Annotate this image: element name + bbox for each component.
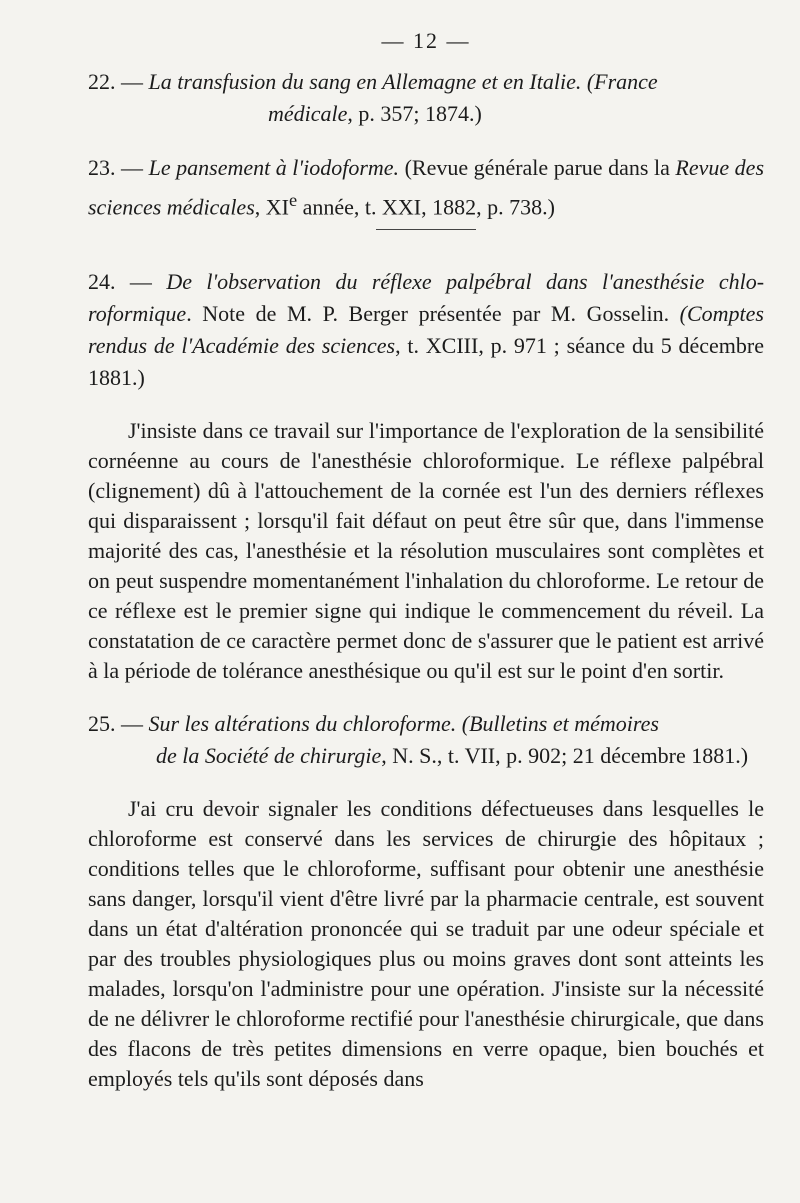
entry-number: 23. <box>88 155 116 180</box>
entry-source-journal: Revue des sciences médicales <box>88 155 765 220</box>
entry-source-journal: (Bulletins et mémoires <box>461 711 659 737</box>
entry-source-volume: , XI <box>254 194 289 220</box>
entry-session: séance du 5 décembre 1881.) <box>88 333 765 391</box>
entry-25-paragraph: J'ai cru devoir signaler les conditions défectueuses dans lesquelles le chloroforme est conservé dans les services de chirurgie des hôpitaux ; conditions telles que le chloroforme, suffisant pour obtenir une anesthésie sans danger, lorsqu'il vient d'être livré par la pharmacie centrale, est souvent dans un état d'altération prononcée qui se traduit par une odeur spéciale et par des troubles physiologiques plus ou moins graves dont sont atteints les malades, lorsqu'on l'administre pour une opération. J'insiste sur la nécessité de ne délivrer le chloroforme rectifié pour l'anesthésie chirurgicale, que dans des flacons de très petites dimensions en verre opaque, bien bouchés et employés tels qu'ils sont déposés dans <box>88 796 764 1092</box>
entry-number: 24. <box>88 269 116 295</box>
entry-24-paragraph: J'insiste dans ce travail sur l'importance de l'exploration de la sensibilité cornéenne au cours de l'anesthésie chloroformique. Le réflexe palpébral (clignement) dû à l'attouchement de la cornée est l'un des derniers réflexes qui disparaissent ; lorsqu'il fait défaut on peut être sûr que, dans l'immense majorité des cas, l'anesthésie et la résolution musculaires sont complètes et on peut suspendre momentanément l'inhalation du chloroforme. Le retour de ce réflexe est le premier signe qui indique le commencement du réveil. La constatation de ce caractère permet donc de s'assurer que le patient est arrivé à la période de tolérance anesthésique ou qu'il est sur le point d'en sortir. <box>88 418 764 684</box>
entry-source-journal: médicale <box>268 101 348 126</box>
bibliography-entry-23 <box>88 152 764 223</box>
entry-dash: — <box>121 155 144 180</box>
entry-dash: — <box>129 269 152 295</box>
entry-source-journal: (Comptes rendus de l'Académie des sciences <box>88 301 764 359</box>
entry-title-cont: roformique <box>88 301 187 327</box>
entry-source-rest: , t. XCIII, p. 971 ; <box>395 333 560 359</box>
section-divider <box>376 229 476 230</box>
entry-source-rest: année, t. XXI, 1882, p. 738.) <box>297 194 555 220</box>
entry-source-journal-cont: de la Société de chirurgie <box>156 743 382 769</box>
ordinal-sup: e <box>288 190 298 210</box>
entry-dash: — <box>121 69 143 94</box>
bibliography-entry-24 <box>88 266 764 394</box>
bibliography-entry-25 <box>88 708 764 772</box>
entry-source-rest: , N. S., t. VII, p. 902; 21 décembre 1881.) <box>381 743 749 769</box>
entry-source-intro: (Revue générale parue dans la <box>404 155 670 180</box>
entry-number: 25. <box>88 711 116 737</box>
entry-source-open: (France <box>586 69 658 94</box>
entry-title: De l'observation du réflexe palpébral dans l'anesthésie chlo- <box>166 269 765 295</box>
bibliography-entry-22 <box>88 66 764 130</box>
entry-source-rest: , p. 357; 1874.) <box>347 101 482 126</box>
entry-number: 22. <box>88 69 116 94</box>
entry-note: . Note de M. P. Berger présentée par M. Gosselin. <box>186 301 670 327</box>
entry-title: Sur les altérations du chloroforme. <box>148 711 457 737</box>
entry-dash: — <box>121 711 143 737</box>
entry-title: La transfusion du sang en Allemagne et en Italie. <box>148 69 582 94</box>
page-number: — 12 — <box>381 28 471 53</box>
entry-title: Le pansement à l'iodoforme. <box>148 155 400 180</box>
